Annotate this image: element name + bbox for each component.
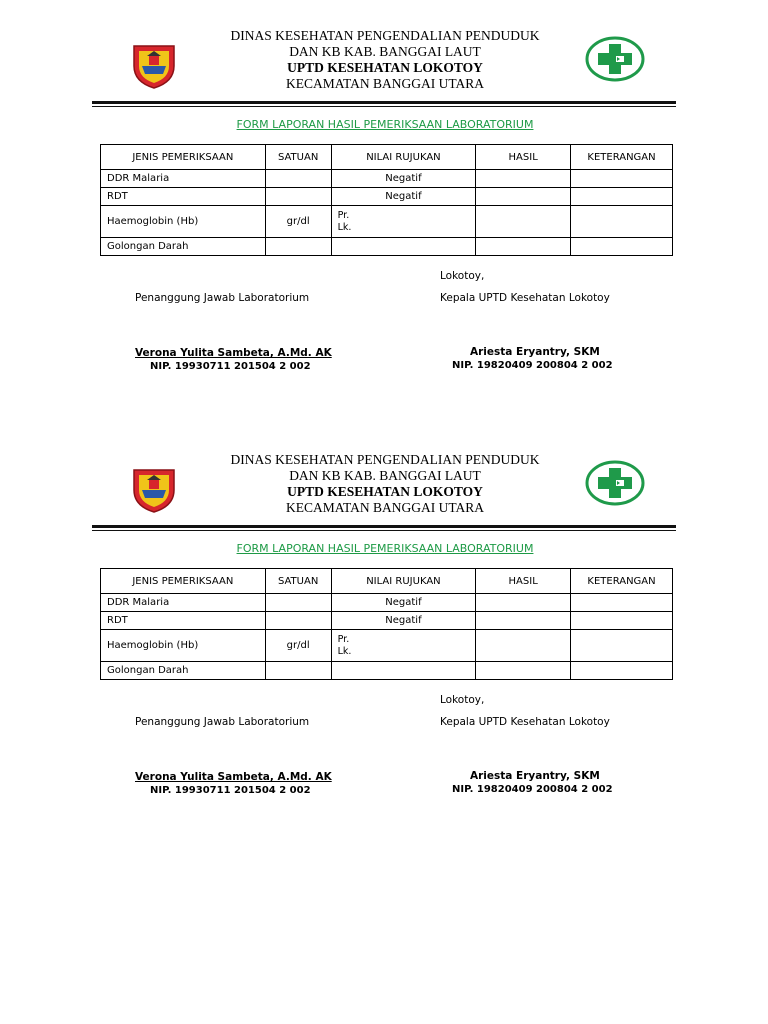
lab-report-form-1 bbox=[0, 0, 768, 400]
header-line-2: DAN KB KAB. BANGGAI LAUT bbox=[289, 468, 481, 483]
header-divider-thin bbox=[92, 530, 676, 531]
lab-responsible-nip: NIP. 19930711 201504 2 002 bbox=[150, 361, 311, 372]
cell-jenis: DDR Malaria bbox=[101, 594, 266, 612]
form-title: FORM LAPORAN HASIL PEMERIKSAAN LABORATORIUM bbox=[236, 542, 534, 555]
cell-rujukan: Negatif bbox=[331, 170, 476, 188]
cell-hasil[interactable] bbox=[476, 170, 571, 188]
rujukan-pr-label: Pr. bbox=[337, 209, 350, 221]
rujukan-lk-label: Lk. bbox=[337, 221, 352, 233]
cell-satuan bbox=[265, 188, 331, 206]
col-keterangan: KETERANGAN bbox=[571, 569, 673, 594]
header-line-2: DAN KB KAB. BANGGAI LAUT bbox=[289, 44, 481, 59]
rujukan-lk-label: Lk. bbox=[337, 645, 352, 657]
col-keterangan: KETERANGAN bbox=[571, 145, 673, 170]
cell-hasil[interactable] bbox=[476, 612, 571, 630]
table-row bbox=[101, 238, 673, 256]
cell-rujukan: Negatif bbox=[331, 188, 476, 206]
lab-results-table bbox=[100, 568, 673, 680]
col-satuan: SATUAN bbox=[265, 145, 331, 170]
lab-responsible-name: Verona Yulita Sambeta, A.Md. AK bbox=[135, 771, 332, 783]
cell-satuan bbox=[265, 238, 331, 256]
header-line-4: KECAMATAN BANGGAI UTARA bbox=[285, 500, 485, 515]
cell-jenis: Haemoglobin (Hb) bbox=[101, 630, 266, 662]
agency-header bbox=[200, 452, 570, 516]
header-line-1: DINAS KESEHATAN PENGENDALIAN PENDUDUK bbox=[230, 28, 540, 43]
header-line-1: DINAS KESEHATAN PENGENDALIAN PENDUDUK bbox=[230, 452, 540, 467]
col-satuan: SATUAN bbox=[265, 569, 331, 594]
health-cross-icon bbox=[585, 36, 645, 82]
cell-keterangan[interactable] bbox=[571, 170, 673, 188]
cell-keterangan[interactable] bbox=[571, 238, 673, 256]
signature-place: Lokotoy, bbox=[440, 694, 485, 706]
header-divider-thin bbox=[92, 106, 676, 107]
cell-satuan bbox=[265, 662, 331, 680]
cell-hasil[interactable] bbox=[476, 238, 571, 256]
col-hasil: HASIL bbox=[476, 569, 571, 594]
cell-keterangan[interactable] bbox=[571, 594, 673, 612]
table-row bbox=[101, 206, 673, 238]
cell-rujukan: Negatif bbox=[331, 594, 476, 612]
col-jenis: JENIS PEMERIKSAAN bbox=[101, 569, 266, 594]
rujukan-pr-label: Pr. bbox=[337, 633, 350, 645]
cell-jenis: RDT bbox=[101, 612, 266, 630]
cell-keterangan[interactable] bbox=[571, 612, 673, 630]
head-nip: NIP. 19820409 200804 2 002 bbox=[452, 360, 613, 371]
cell-keterangan[interactable] bbox=[571, 630, 673, 662]
regency-crest-icon bbox=[130, 42, 178, 90]
cell-keterangan[interactable] bbox=[571, 206, 673, 238]
lab-report-form-2 bbox=[0, 424, 768, 824]
cell-hasil[interactable] bbox=[476, 594, 571, 612]
cell-satuan: gr/dl bbox=[265, 206, 331, 238]
cell-jenis: Golongan Darah bbox=[101, 662, 266, 680]
head-name: Ariesta Eryantry, SKM bbox=[470, 346, 600, 358]
cell-hasil[interactable] bbox=[476, 206, 571, 238]
col-jenis: JENIS PEMERIKSAAN bbox=[101, 145, 266, 170]
header-divider-thick bbox=[92, 101, 676, 104]
lab-responsible-nip: NIP. 19930711 201504 2 002 bbox=[150, 785, 311, 796]
head-title: Kepala UPTD Kesehatan Lokotoy bbox=[440, 716, 610, 728]
signature-place: Lokotoy, bbox=[440, 270, 485, 282]
cell-rujukan bbox=[331, 630, 476, 662]
head-name: Ariesta Eryantry, SKM bbox=[470, 770, 600, 782]
header-line-3: UPTD KESEHATAN LOKOTOY bbox=[287, 484, 483, 499]
table-row bbox=[101, 612, 673, 630]
table-row bbox=[101, 188, 673, 206]
lab-responsible-title: Penanggung Jawab Laboratorium bbox=[135, 716, 310, 728]
lab-results-table bbox=[100, 144, 673, 256]
cell-rujukan bbox=[331, 662, 476, 680]
cell-hasil[interactable] bbox=[476, 662, 571, 680]
cell-satuan bbox=[265, 170, 331, 188]
cell-satuan bbox=[265, 612, 331, 630]
lab-responsible-title: Penanggung Jawab Laboratorium bbox=[135, 292, 310, 304]
table-header-row bbox=[101, 145, 673, 170]
cell-keterangan[interactable] bbox=[571, 662, 673, 680]
cell-jenis: RDT bbox=[101, 188, 266, 206]
cell-rujukan: Negatif bbox=[331, 612, 476, 630]
cell-rujukan bbox=[331, 238, 476, 256]
table-row bbox=[101, 662, 673, 680]
col-rujukan: NILAI RUJUKAN bbox=[331, 569, 476, 594]
regency-crest-icon bbox=[130, 466, 178, 514]
agency-header bbox=[200, 28, 570, 92]
form-title: FORM LAPORAN HASIL PEMERIKSAAN LABORATORIUM bbox=[236, 118, 534, 131]
cell-satuan bbox=[265, 594, 331, 612]
health-cross-icon bbox=[585, 460, 645, 506]
header-divider-thick bbox=[92, 525, 676, 528]
head-title: Kepala UPTD Kesehatan Lokotoy bbox=[440, 292, 610, 304]
cell-keterangan[interactable] bbox=[571, 188, 673, 206]
cell-jenis: DDR Malaria bbox=[101, 170, 266, 188]
col-hasil: HASIL bbox=[476, 145, 571, 170]
table-header-row bbox=[101, 569, 673, 594]
cell-hasil[interactable] bbox=[476, 630, 571, 662]
header-line-4: KECAMATAN BANGGAI UTARA bbox=[285, 76, 485, 91]
cell-jenis: Haemoglobin (Hb) bbox=[101, 206, 266, 238]
table-row bbox=[101, 170, 673, 188]
cell-rujukan bbox=[331, 206, 476, 238]
table-row bbox=[101, 630, 673, 662]
cell-satuan: gr/dl bbox=[265, 630, 331, 662]
header-line-3: UPTD KESEHATAN LOKOTOY bbox=[287, 60, 483, 75]
lab-responsible-name: Verona Yulita Sambeta, A.Md. AK bbox=[135, 347, 332, 359]
cell-jenis: Golongan Darah bbox=[101, 238, 266, 256]
cell-hasil[interactable] bbox=[476, 188, 571, 206]
head-nip: NIP. 19820409 200804 2 002 bbox=[452, 784, 613, 795]
table-row bbox=[101, 594, 673, 612]
col-rujukan: NILAI RUJUKAN bbox=[331, 145, 476, 170]
